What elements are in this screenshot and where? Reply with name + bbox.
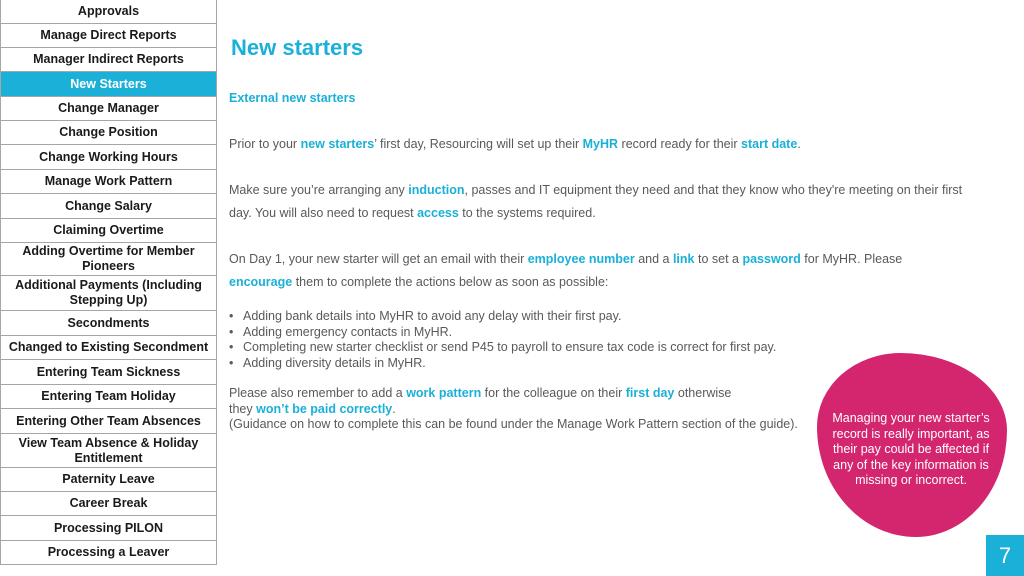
sidebar-item-view-team-absence-holiday-entitlement[interactable]: View Team Absence & Holiday Entitlement — [0, 434, 217, 468]
sidebar-item-change-salary[interactable]: Change Salary — [0, 194, 217, 219]
page-number: 7 — [986, 535, 1024, 576]
paragraph-reminder: Please also remember to add a work pattern for the colleague on their first day otherwise they won’t be paid correctly. (Guidance on how to complete this can be found under the Manage Work Pattern section of the guide). — [229, 386, 869, 433]
highlight-start-date: start date — [741, 137, 798, 151]
sidebar-item-manage-direct-reports[interactable]: Manage Direct Reports — [0, 24, 217, 48]
sidebar-item-paternity-leave[interactable]: Paternity Leave — [0, 468, 217, 492]
list-item: • Adding bank details into MyHR to avoid any delay with their first pay. — [229, 309, 776, 325]
sidebar-item-manager-indirect-reports[interactable]: Manager Indirect Reports — [0, 48, 217, 72]
highlight-induction: induction — [408, 183, 465, 197]
paragraph-prior-first-day: Prior to your new starters’ first day, Resourcing will set up their MyHR record ready for their start date. — [229, 137, 801, 151]
sidebar-item-approvals[interactable]: Approvals — [0, 0, 217, 24]
sidebar-item-manage-work-pattern[interactable]: Manage Work Pattern — [0, 170, 217, 194]
action-list — [229, 309, 776, 371]
sidebar-item-changed-to-existing-secondment[interactable]: Changed to Existing Secondment — [0, 336, 217, 360]
sidebar-item-adding-overtime-for-member-pioneers[interactable]: Adding Overtime for Member Pioneers — [0, 243, 217, 276]
sidebar-item-change-working-hours[interactable]: Change Working Hours — [0, 145, 217, 170]
list-item: • Adding diversity details in MyHR. — [229, 356, 776, 372]
sidebar-item-new-starters[interactable]: New Starters — [0, 72, 217, 97]
page-title: New starters — [231, 35, 364, 60]
highlight-access: access — [417, 206, 459, 220]
sidebar-item-career-break[interactable]: Career Break — [0, 492, 217, 516]
highlight-employee-number: employee number — [527, 252, 635, 266]
highlight-encourage: encourage — [229, 275, 293, 289]
highlight-link: link — [672, 252, 695, 266]
sidebar-item-change-manager[interactable]: Change Manager — [0, 97, 217, 121]
guidance-note: (Guidance on how to complete this can be found under the Manage Work Pattern section of the guide). — [229, 417, 798, 431]
list-item: • Adding emergency contacts in MyHR. — [229, 325, 776, 341]
sidebar-item-claiming-overtime[interactable]: Claiming Overtime — [0, 219, 217, 243]
paragraph-arrangements: Make sure you’re arranging any induction, passes and IT equipment they need and that they know who they're meeting on their first day. You will also need to request access to the systems required. — [229, 183, 963, 220]
highlight-myhr: MyHR — [582, 137, 619, 151]
sidebar-item-processing-a-leaver[interactable]: Processing a Leaver — [0, 541, 217, 565]
sidebar-item-entering-team-sickness[interactable]: Entering Team Sickness — [0, 360, 217, 385]
sidebar-nav — [0, 0, 217, 565]
paragraph-day-one: On Day 1, your new starter will get an email with their employee number and a link to set a password for MyHR. Please encourage them to complete the actions below as soon as possible: — [229, 252, 903, 289]
highlight-wont-be-paid: won’t be paid correctly — [256, 401, 393, 416]
sidebar-item-processing-pilon[interactable]: Processing PILON — [0, 516, 217, 541]
sidebar-item-secondments[interactable]: Secondments — [0, 311, 217, 336]
sidebar-item-additional-payments-including-stepping-up[interactable]: Additional Payments (Including Stepping Up) — [0, 276, 217, 311]
highlight-work-pattern: work pattern — [406, 386, 482, 400]
sidebar-item-entering-other-team-absences[interactable]: Entering Other Team Absences — [0, 409, 217, 434]
highlight-password: password — [742, 252, 801, 266]
callout-text: Managing your new starter’s record is really important, as their pay could be affected if any of the key information is missing or incorrect. — [832, 411, 990, 487]
list-item: • Completing new starter checklist or send P45 to payroll to ensure tax code is correct for first pay. — [229, 340, 776, 356]
sidebar-item-entering-team-holiday[interactable]: Entering Team Holiday — [0, 385, 217, 409]
sidebar-item-change-position[interactable]: Change Position — [0, 121, 217, 145]
highlight-new-starters: new starters — [300, 137, 375, 151]
highlight-first-day: first day — [625, 386, 675, 400]
section-subheading: External new starters — [229, 91, 356, 105]
